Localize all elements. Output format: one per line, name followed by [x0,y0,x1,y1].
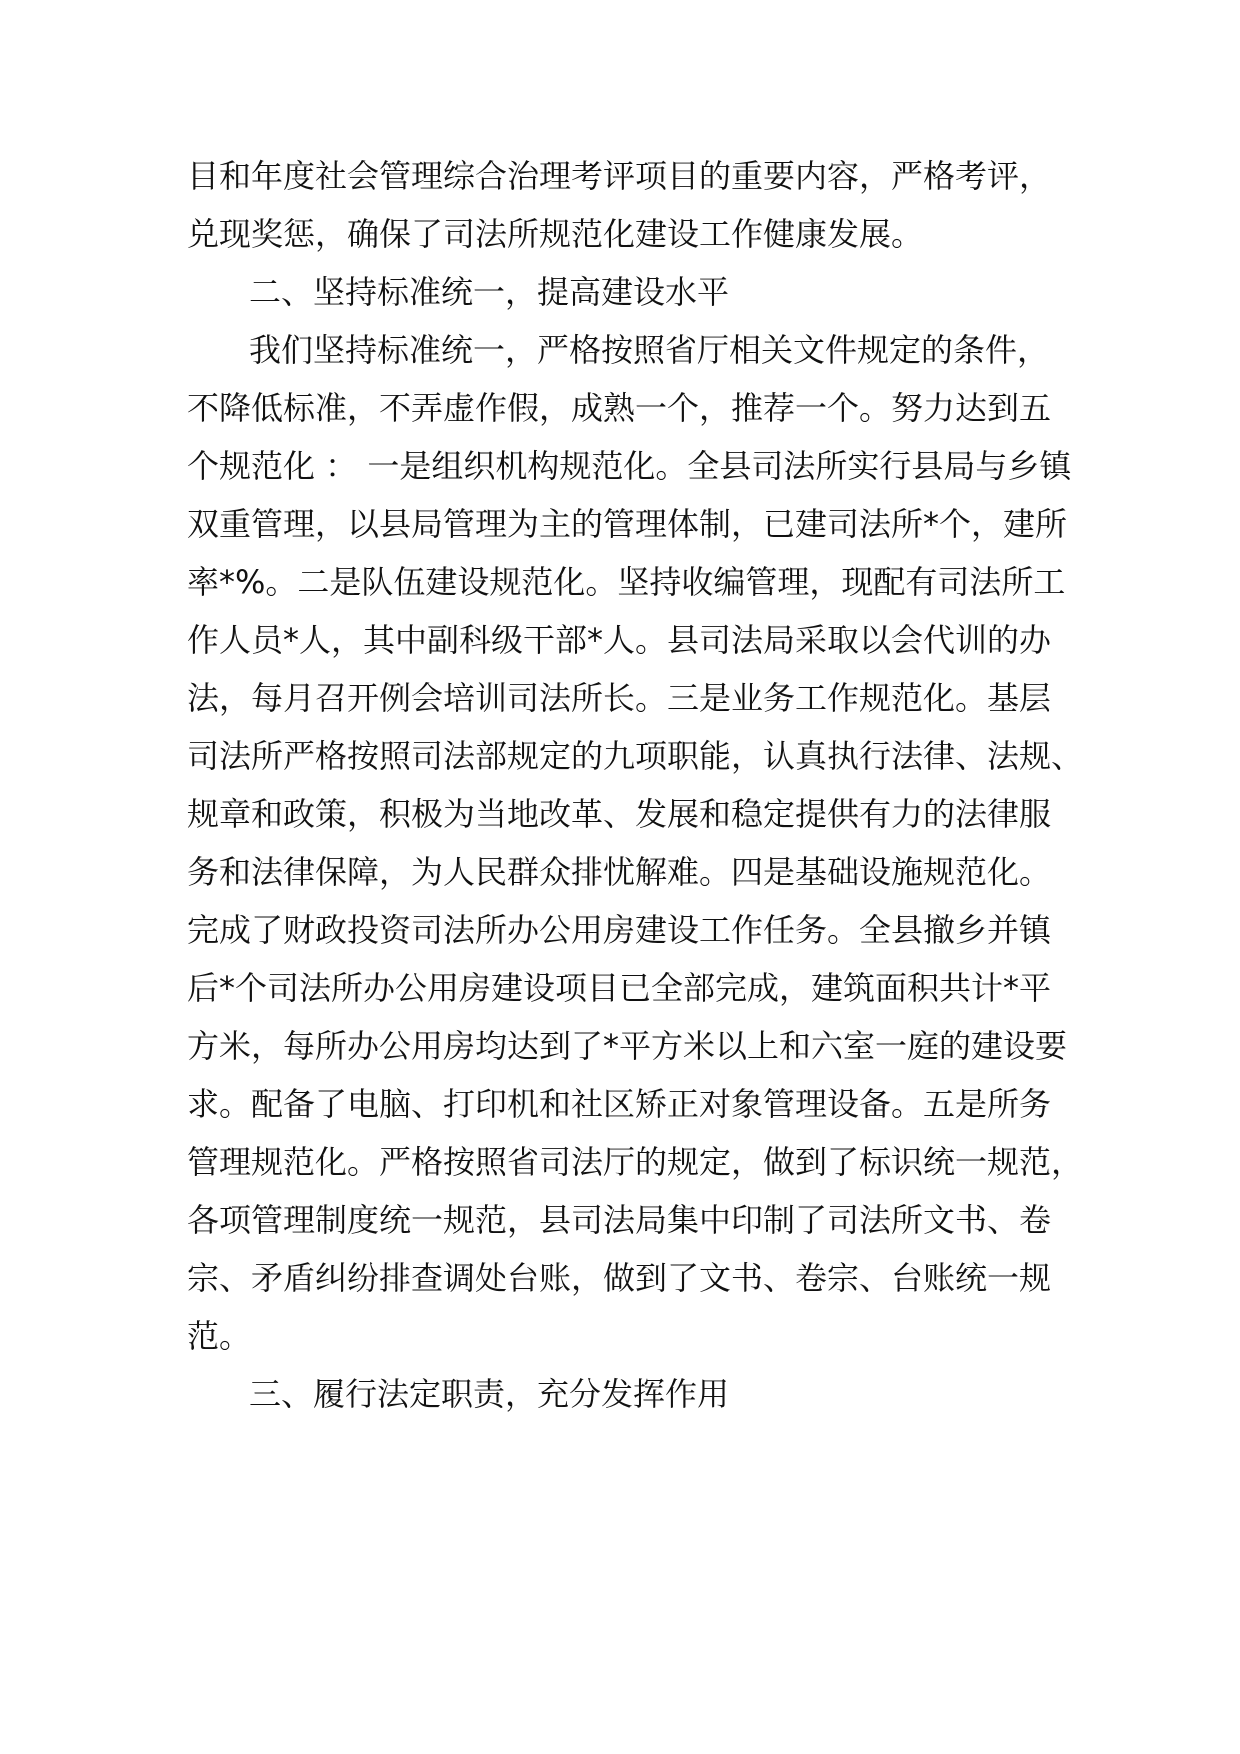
text-line-14: 完成了财政投资司法所办公用房建设工作任务。全县撤乡并镇 [187,911,1052,949]
text-line-19: 各项管理制度统一规范，县司法局集中印制了司法所文书、卷 [187,1201,1052,1239]
text-line-1: 目和年度社会管理综合治理考评项目的重要内容，严格考评， [187,157,1052,195]
text-line-18: 管理规范化。严格按照省司法厅的规定，做到了标识统一规范， [187,1143,1084,1181]
text-line-5: 不降低标准，不弄虚作假，成熟一个，推荐一个。努力达到五 [187,389,1052,427]
text-line-11: 司法所严格按照司法部规定的九项职能，认真执行法律、法规、 [187,737,1084,775]
paragraph-first-line: 我们坚持标准统一，严格按照省厅相关文件规定的条件， [249,331,1050,369]
text-line-15: 后*个司法所办公用房建设项目已全部完成，建筑面积共计*平 [187,969,1052,1007]
text-line-12: 规章和政策，积极为当地改革、发展和稳定提供有力的法律服 [187,795,1052,833]
text-line-8: 率*%。二是队伍建设规范化。坚持收编管理，现配有司法所工 [187,563,1066,601]
text-line-6: 个规范化 ： 一是组织机构规范化。全县司法所实行县局与乡镇 [187,447,1072,485]
section-heading-3: 三、履行法定职责，充分发挥作用 [249,1375,730,1413]
text-line-21: 范。 [187,1317,252,1355]
text-line-20: 宗、矛盾纠纷排查调处台账，做到了文书、卷宗、台账统一规 [187,1259,1052,1297]
text-line-7: 双重管理，以县局管理为主的管理体制，已建司法所*个，建所 [187,505,1068,543]
text-line-13: 务和法律保障，为人民群众排忧解难。四是基础设施规范化。 [187,853,1052,891]
text-line-9: 作人员*人，其中副科级干部*人。县司法局采取以会代训的办 [187,621,1052,659]
text-line-16: 方米，每所办公用房均达到了*平方米以上和六室一庭的建设要 [187,1027,1068,1065]
text-line-17: 求。配备了电脑、打印机和社区矫正对象管理设备。五是所务 [187,1085,1052,1123]
text-line-2: 兑现奖惩，确保了司法所规范化建设工作健康发展。 [187,215,924,253]
section-heading-2: 二、坚持标准统一，提高建设水平 [249,273,730,311]
text-line-10: 法，每月召开例会培训司法所长。三是业务工作规范化。基层 [187,679,1052,717]
